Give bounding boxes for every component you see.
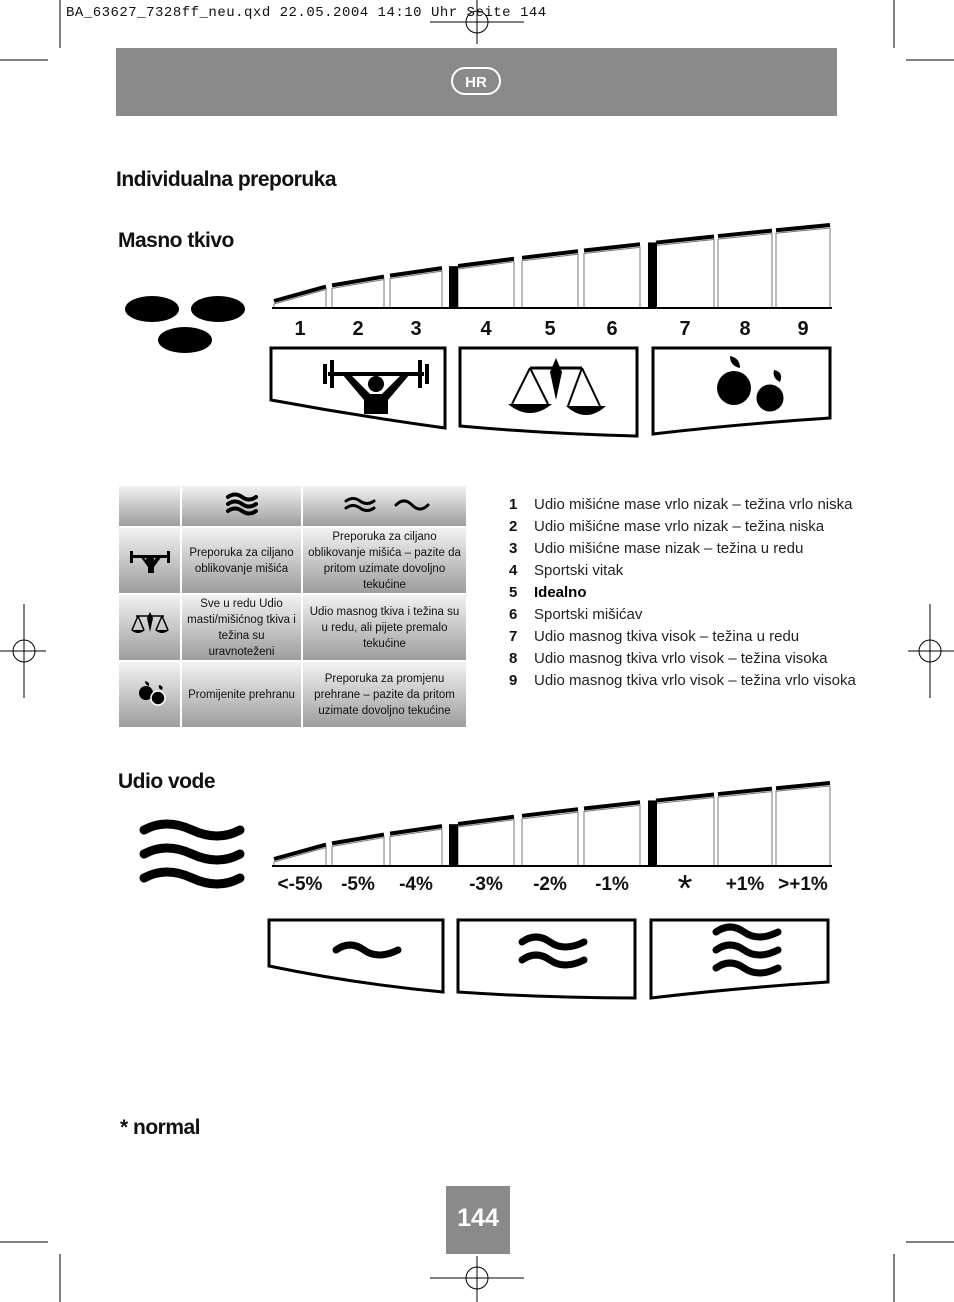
print-header: BA_63627_7328ff_neu.qxd 22.05.2004 14:10 Uhr Seite 144 — [66, 5, 547, 21]
row2-col1: Sve u redu Udio masti/mišićnog tkiva i težina su uravnoteženi — [182, 595, 301, 660]
water-scale-label-3: -4% — [399, 874, 433, 895]
row1-col2: Preporuka za ciljano oblikovanje mišića – pazite da pritom uzimate dovoljno tekućine — [303, 528, 466, 593]
fat-section-title: Masno tkivo — [118, 229, 234, 252]
scale-cell — [584, 247, 640, 308]
water-scale-label-9: >+1% — [778, 874, 828, 895]
legend-text: Udio mišićne mase vrlo nizak – težina vrlo niska — [534, 496, 853, 513]
water-scale-label-7: * — [677, 868, 693, 910]
legend-number: 4 — [509, 562, 518, 579]
legend-number: 7 — [509, 628, 518, 645]
scale-cell — [656, 239, 714, 308]
fat-scale-number-5: 5 — [544, 318, 556, 340]
legend-text: Sportski vitak — [534, 562, 624, 579]
fat-scale-bars — [268, 218, 838, 318]
scale-cell — [718, 792, 772, 866]
water-scale-label-5: -2% — [533, 874, 567, 895]
normal-note: * normal — [120, 1116, 201, 1139]
water-scale-label-8: +1% — [725, 874, 765, 895]
legend-number: 2 — [509, 518, 518, 535]
legend-text: Idealno — [534, 584, 587, 601]
group-separator — [648, 242, 657, 308]
legend-number: 1 — [509, 496, 518, 513]
page-number: 144 — [446, 1186, 510, 1254]
fat-scale-number-4: 4 — [480, 318, 492, 340]
list-item — [509, 648, 856, 670]
legend-number: 9 — [509, 672, 518, 689]
header-low-water — [182, 486, 301, 526]
scale-cell — [718, 234, 772, 308]
legend-number: 8 — [509, 650, 518, 667]
fat-scale-number-7: 7 — [679, 318, 691, 340]
scale-cell — [522, 254, 578, 308]
table-row — [119, 662, 466, 727]
legend-text: Udio mišićne mase vrlo nizak – težina niska — [534, 518, 825, 535]
row2-col2: Udio masnog tkiva i težina su u redu, ali pijete premalo tekućine — [303, 595, 466, 660]
legend-number: 5 — [509, 584, 518, 601]
scale-cell — [776, 228, 830, 308]
legend-number: 6 — [509, 606, 518, 623]
scales-icon — [128, 610, 172, 640]
legend-list — [509, 494, 856, 692]
scale-cell — [390, 829, 442, 866]
water-scale-bars — [268, 776, 838, 872]
legend-text: Udio masnog tkiva vrlo visok – težina vrlo visoka — [534, 672, 856, 689]
row3-col1: Promijenite prehranu — [182, 662, 301, 727]
fat-scale-number-3: 3 — [410, 318, 422, 340]
apples-icon — [128, 677, 172, 707]
list-item — [509, 582, 856, 604]
fat-scale-number-1: 1 — [294, 318, 306, 340]
water-scale-label-6: -1% — [595, 874, 629, 895]
list-item — [509, 494, 856, 516]
row-icon-apples — [119, 662, 180, 727]
scale-cell — [776, 786, 830, 866]
scale-cell — [458, 262, 514, 308]
fat-scale-number-9: 9 — [797, 318, 809, 340]
list-item — [509, 516, 856, 538]
header-normal-water — [303, 486, 466, 526]
list-item — [509, 604, 856, 626]
scale-cell — [584, 805, 640, 866]
fat-scale-number-8: 8 — [739, 318, 751, 340]
list-item — [509, 560, 856, 582]
group-separator — [648, 800, 657, 866]
legend-text: Udio masnog tkiva visok – težina u redu — [534, 628, 800, 645]
table-corner — [119, 486, 180, 526]
water-category-boxes — [266, 916, 838, 1006]
group-separator — [449, 266, 458, 308]
recommendation-table — [117, 484, 468, 729]
water-scale-label-4: -3% — [469, 874, 503, 895]
water-scale-label-1: <-5% — [277, 874, 323, 895]
fat-category-boxes — [268, 344, 838, 440]
group-separator — [449, 824, 458, 866]
scale-cell — [656, 797, 714, 866]
water-scale-labels — [268, 868, 838, 910]
scale-cell — [390, 271, 442, 308]
weightlifter-icon — [128, 543, 172, 573]
list-item — [509, 538, 856, 560]
legend-number: 3 — [509, 540, 518, 557]
water-section-title: Udio vode — [118, 770, 216, 793]
table-row — [119, 595, 466, 660]
legend-text: Sportski mišićav — [534, 606, 643, 623]
water-low-icon — [222, 491, 262, 517]
fat-scale-number-6: 6 — [606, 318, 618, 340]
language-badge: HR — [451, 67, 501, 95]
water-normal-icon — [340, 491, 430, 517]
fat-scale-number-2: 2 — [352, 318, 364, 340]
page-title: Individualna preporuka — [116, 168, 337, 191]
row3-col2: Preporuka za promjenu prehrane – pazite da pritom uzimate dovoljno tekućine — [303, 662, 466, 727]
fat-scale-numbers — [268, 318, 838, 344]
water-scale-label-2: -5% — [341, 874, 375, 895]
legend-text: Udio mišićne mase nizak – težina u redu — [534, 540, 804, 557]
row-icon-weightlifter — [119, 528, 180, 593]
table-row — [119, 528, 466, 593]
list-item — [509, 626, 856, 648]
scale-cell — [458, 820, 514, 866]
list-item — [509, 670, 856, 692]
legend-text: Udio masnog tkiva vrlo visok – težina visoka — [534, 650, 828, 667]
fat-icon — [120, 290, 250, 356]
water-large-icon — [136, 818, 250, 894]
scale-cell — [522, 812, 578, 866]
row1-col1: Preporuka za ciljano oblikovanje mišića — [182, 528, 301, 593]
row-icon-scales — [119, 595, 180, 660]
